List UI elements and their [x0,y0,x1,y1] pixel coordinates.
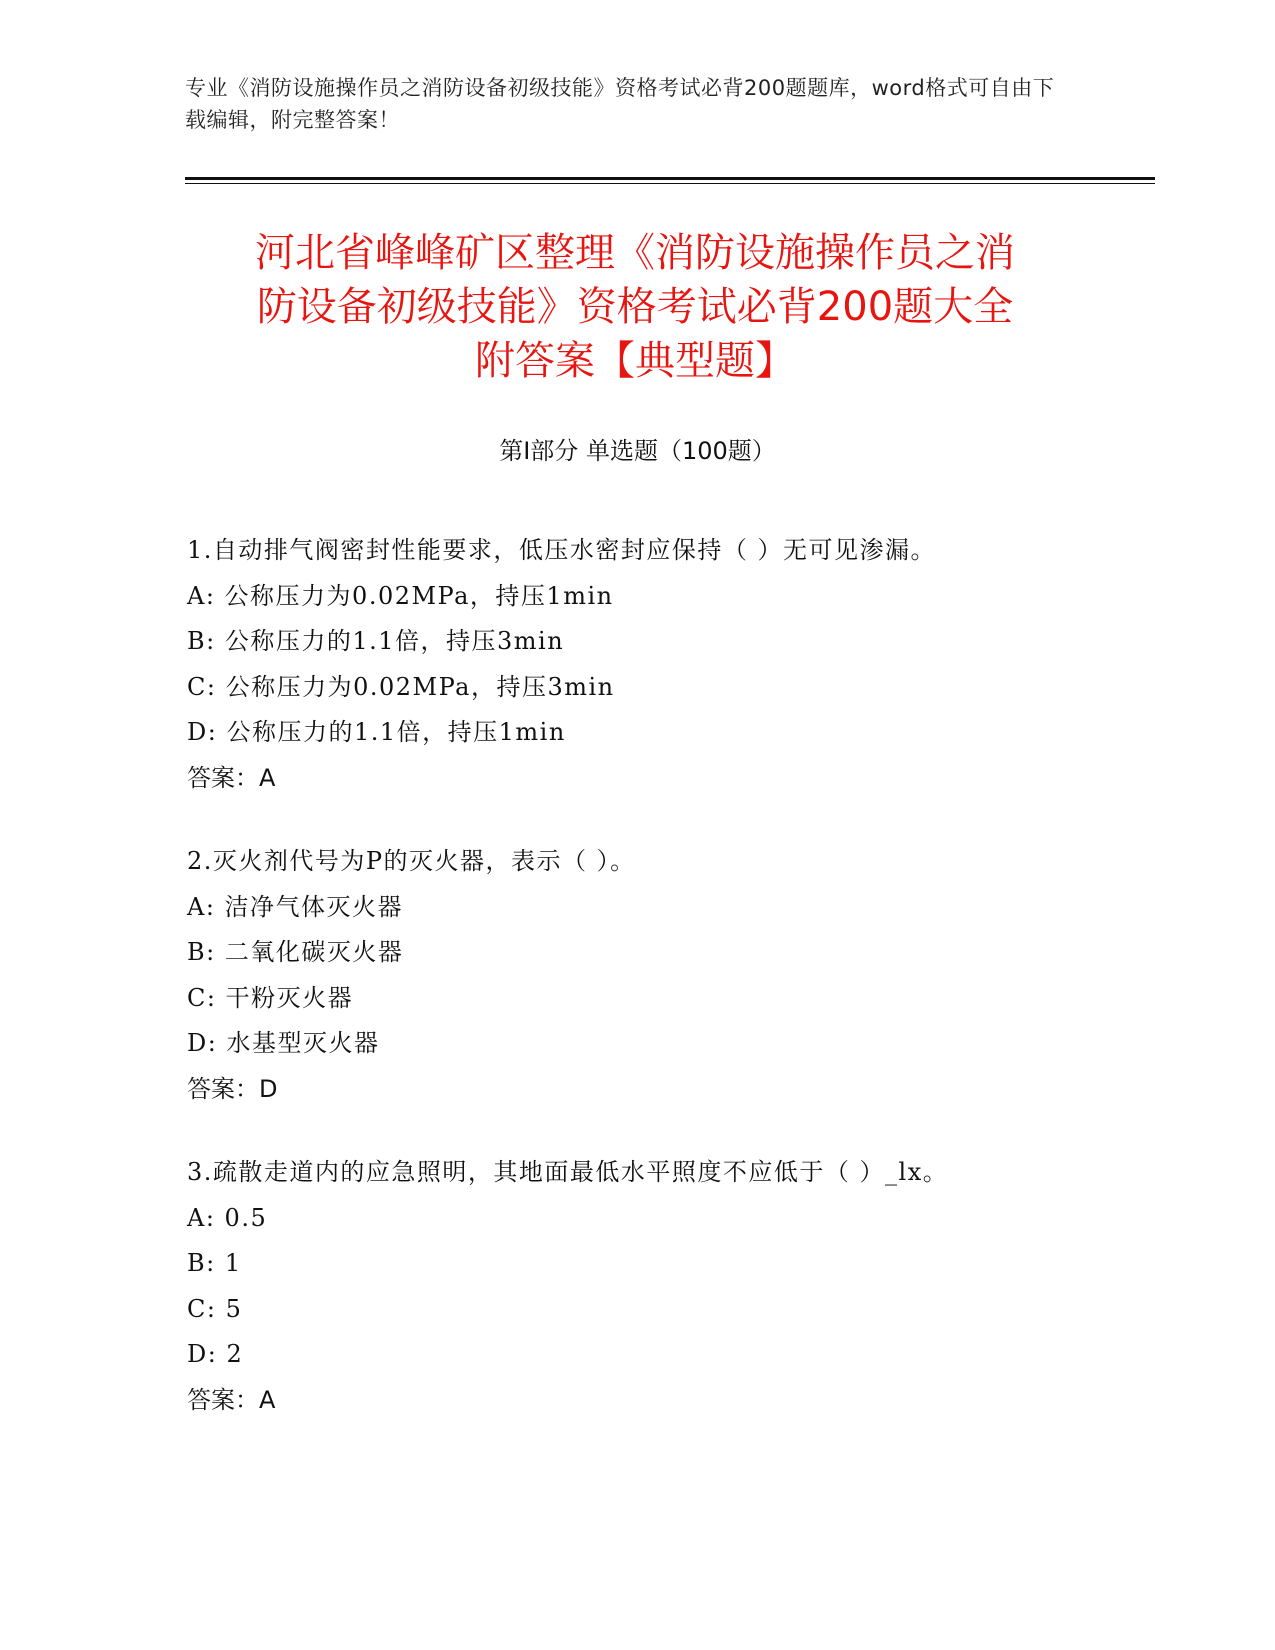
question-item [187,528,1167,801]
title-line: 附答案【典型题】 [475,338,795,384]
option-a: A: 公称压力为0.02MPa，持压1min [187,581,614,610]
question-stem: 2.灭火剂代号为P的灭火器，表示（ ）。 [187,847,636,875]
option-d: D: 水基型灭火器 [187,1029,380,1057]
question-item [187,839,1167,1112]
question-stem: 1.自动排气阀密封性能要求，低压水密封应保持（ ）无可见渗漏。 [187,536,937,564]
option-a: A: 洁净气体灭火器 [187,892,404,921]
answer: 答案：A [187,1385,276,1414]
option-c: C: 5 [187,1294,243,1323]
title-line: 河北省峰峰矿区整理《消防设施操作员之消 [255,230,1015,276]
answer: 答案：D [187,1074,278,1103]
question-stem: 3.疏散走道内的应急照明，其地面最低水平照度不应低于（ ）_lx。 [187,1158,949,1186]
option-c: C: 公称压力为0.02MPa，持压3min [187,672,615,701]
option-d: D: 公称压力的1.1倍，持压1min [187,718,566,746]
answer: 答案：A [187,763,276,792]
document-title [185,226,1085,388]
option-b: B: 二氧化碳灭火器 [187,938,404,966]
question-item [187,1150,1167,1423]
option-a: A: 0.5 [187,1203,268,1232]
option-b: B: 1 [187,1249,242,1277]
question-list [187,528,1167,1461]
option-c: C: 干粉灭火器 [187,983,354,1012]
option-d: D: 2 [187,1340,244,1368]
header-divider-thick [185,177,1155,180]
title-line: 防设备初级技能》资格考试必背200题大全 [256,284,1014,330]
option-b: B: 公称压力的1.1倍，持压3min [187,627,565,655]
section-heading: 第Ⅰ部分 单选题（100题） [499,437,776,465]
header-note: 专业《消防设施操作员之消防设备初级技能》资格考试必背200题题库，word格式可自由下载编辑，附完整答案！ [185,76,1055,132]
header-divider-thin [185,183,1155,184]
